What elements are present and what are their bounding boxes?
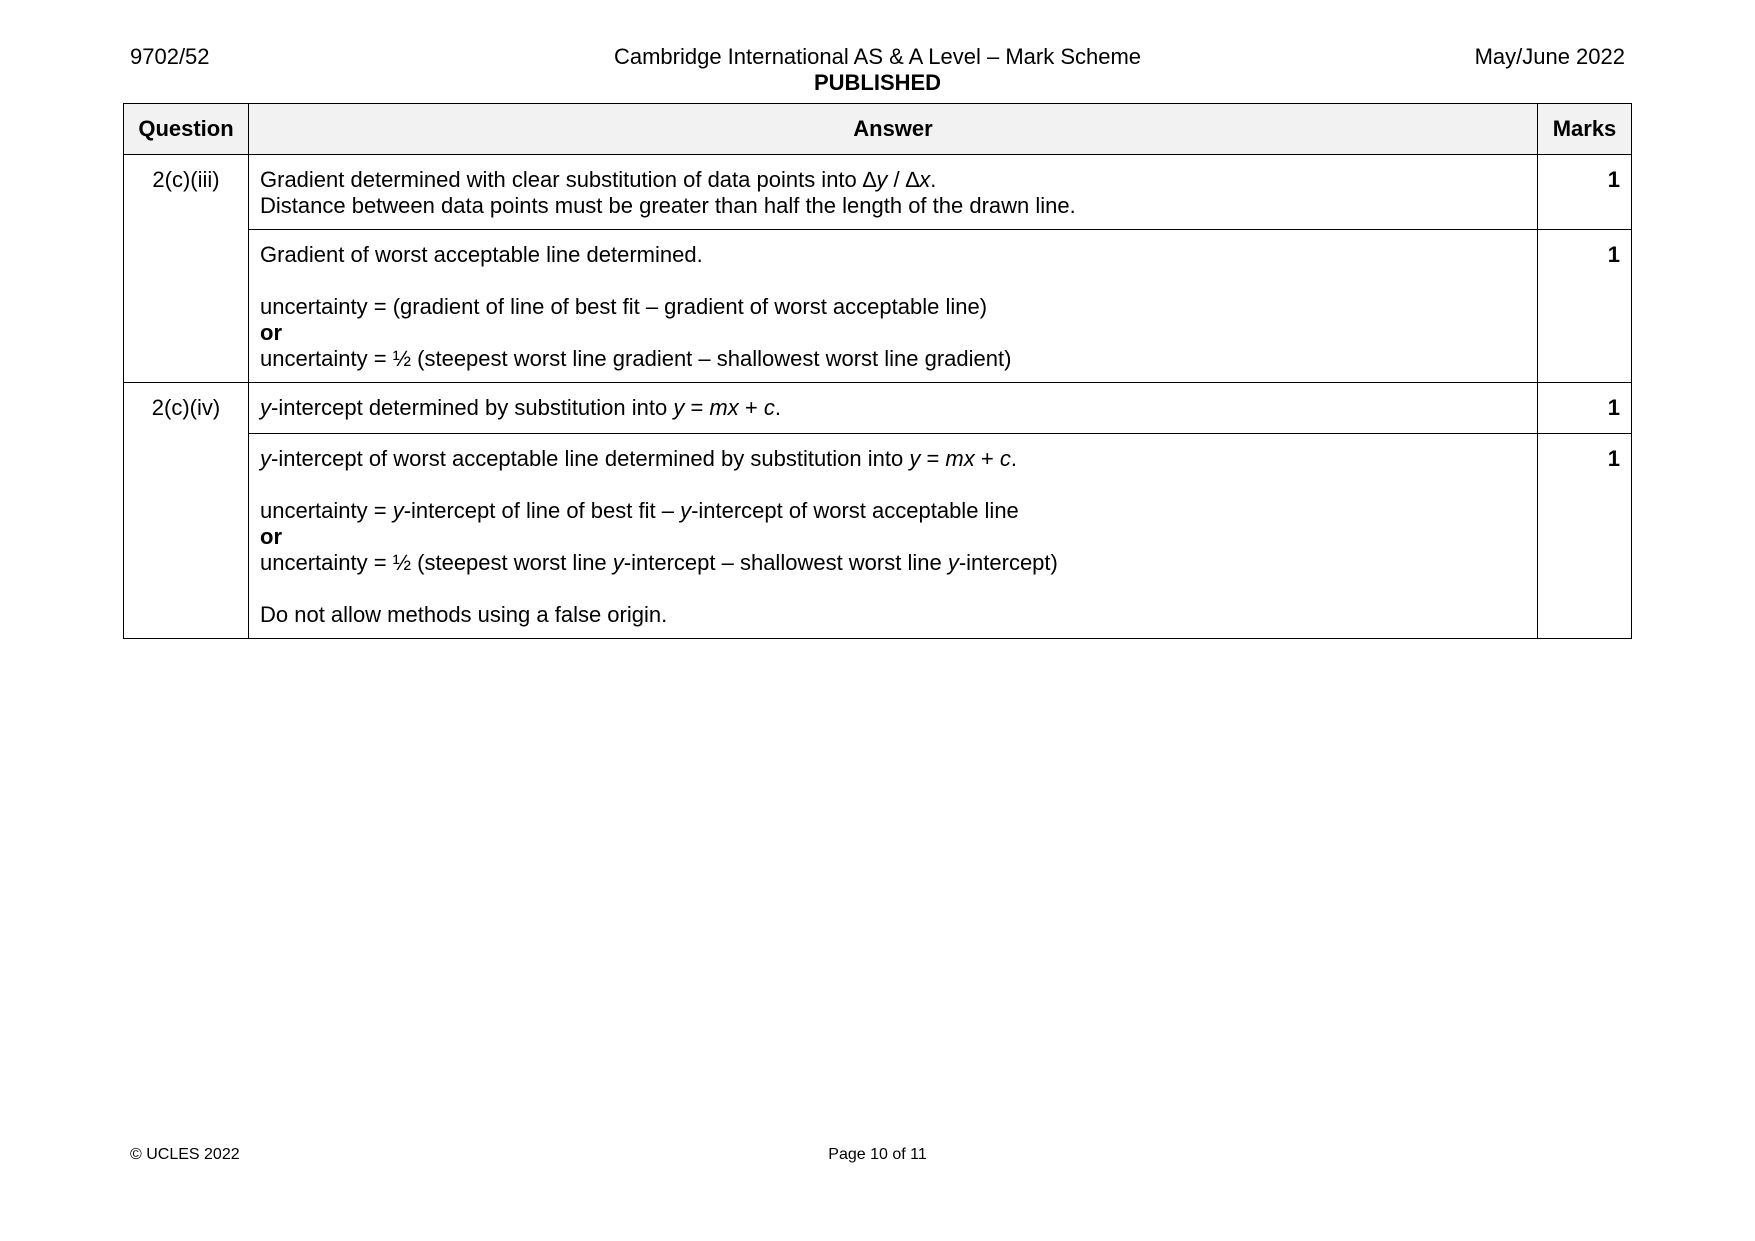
answer-text: = bbox=[684, 395, 710, 420]
math-var: y bbox=[260, 395, 271, 420]
math-var: y bbox=[947, 550, 959, 575]
exam-session: May/June 2022 bbox=[1474, 44, 1625, 69]
answer-line: uncertainty = ½ (steepest worst line gradient – shallowest worst line gradient) bbox=[260, 346, 1012, 371]
answer-text: . bbox=[774, 395, 781, 420]
table-row bbox=[124, 434, 1632, 639]
math-var: c bbox=[999, 446, 1011, 471]
mark-value: 1 bbox=[1538, 383, 1632, 434]
answer-text: . bbox=[930, 167, 937, 192]
answer-text: uncertainty = ½ (steepest worst line bbox=[260, 550, 613, 575]
answer-text: -intercept) bbox=[958, 550, 1058, 575]
page-number: Page 10 of 11 bbox=[828, 1146, 927, 1163]
answer-text: -intercept of worst acceptable line bbox=[691, 498, 1019, 523]
answer-text: Gradient determined with clear substitution of data points into bbox=[260, 167, 863, 192]
answer-line: Do not allow methods using a false origin. bbox=[260, 602, 668, 627]
delta-symbol: ∆ bbox=[905, 167, 920, 192]
math-var: y bbox=[260, 446, 271, 471]
question-number: 2(c)(iv) bbox=[124, 383, 249, 639]
paper-code: 9702/52 bbox=[130, 44, 210, 69]
mark-value: 1 bbox=[1538, 155, 1632, 230]
math-var: y bbox=[909, 446, 921, 471]
copyright-notice: © UCLES 2022 bbox=[130, 1146, 240, 1163]
answer-cell bbox=[249, 230, 1538, 383]
answer-line bbox=[260, 498, 1526, 524]
mark-scheme-table bbox=[123, 103, 1632, 639]
line-spacer bbox=[260, 268, 1526, 294]
answer-text: -intercept of worst acceptable line determined by substitution into bbox=[271, 446, 910, 471]
math-var: y bbox=[392, 498, 404, 523]
table-header-row bbox=[124, 104, 1632, 155]
math-var: y bbox=[673, 395, 685, 420]
column-header-question: Question bbox=[124, 104, 249, 155]
answer-text: uncertainty = bbox=[260, 498, 393, 523]
answer-text: / bbox=[887, 167, 906, 192]
document-title-text: Cambridge International AS & A Level – Mark Scheme bbox=[613, 44, 1142, 69]
math-var: mx bbox=[709, 395, 739, 420]
answer-line bbox=[260, 167, 1526, 193]
answer-line: uncertainty = (gradient of line of best fit – gradient of worst acceptable line) bbox=[260, 294, 988, 319]
published-label: PUBLISHED bbox=[813, 70, 942, 95]
answer-line bbox=[260, 446, 1526, 472]
column-header-marks: Marks bbox=[1538, 104, 1632, 155]
math-var: y bbox=[680, 498, 692, 523]
math-var: y bbox=[876, 167, 888, 192]
math-var: c bbox=[763, 395, 775, 420]
answer-text: . bbox=[1010, 446, 1017, 471]
answer-text: -intercept of line of best fit – bbox=[403, 498, 681, 523]
mark-value: 1 bbox=[1538, 434, 1632, 639]
line-spacer bbox=[260, 576, 1526, 602]
math-var: x bbox=[919, 167, 931, 192]
column-header-answer: Answer bbox=[249, 104, 1538, 155]
answer-cell bbox=[249, 383, 1538, 434]
line-spacer bbox=[260, 472, 1526, 498]
answer-cell bbox=[249, 155, 1538, 230]
table-row bbox=[124, 383, 1632, 434]
answer-line: Gradient of worst acceptable line determined. bbox=[260, 242, 703, 267]
answer-line: Distance between data points must be greater than half the length of the drawn line. bbox=[260, 193, 1076, 218]
math-var: y bbox=[612, 550, 624, 575]
answer-cell bbox=[249, 434, 1538, 639]
answer-text: -intercept – shallowest worst line bbox=[623, 550, 948, 575]
or-connector: or bbox=[260, 320, 282, 345]
answer-text: -intercept determined by substitution into bbox=[271, 395, 674, 420]
table-row bbox=[124, 155, 1632, 230]
answer-line bbox=[260, 550, 1526, 576]
math-var: mx bbox=[945, 446, 975, 471]
or-connector: or bbox=[260, 524, 282, 549]
question-number: 2(c)(iii) bbox=[124, 155, 249, 383]
answer-text: = bbox=[920, 446, 946, 471]
answer-text: + bbox=[974, 446, 1000, 471]
answer-line bbox=[260, 395, 1526, 421]
table-row bbox=[124, 230, 1632, 383]
answer-text: + bbox=[738, 395, 764, 420]
mark-value: 1 bbox=[1538, 230, 1632, 383]
delta-symbol: ∆ bbox=[862, 167, 877, 192]
